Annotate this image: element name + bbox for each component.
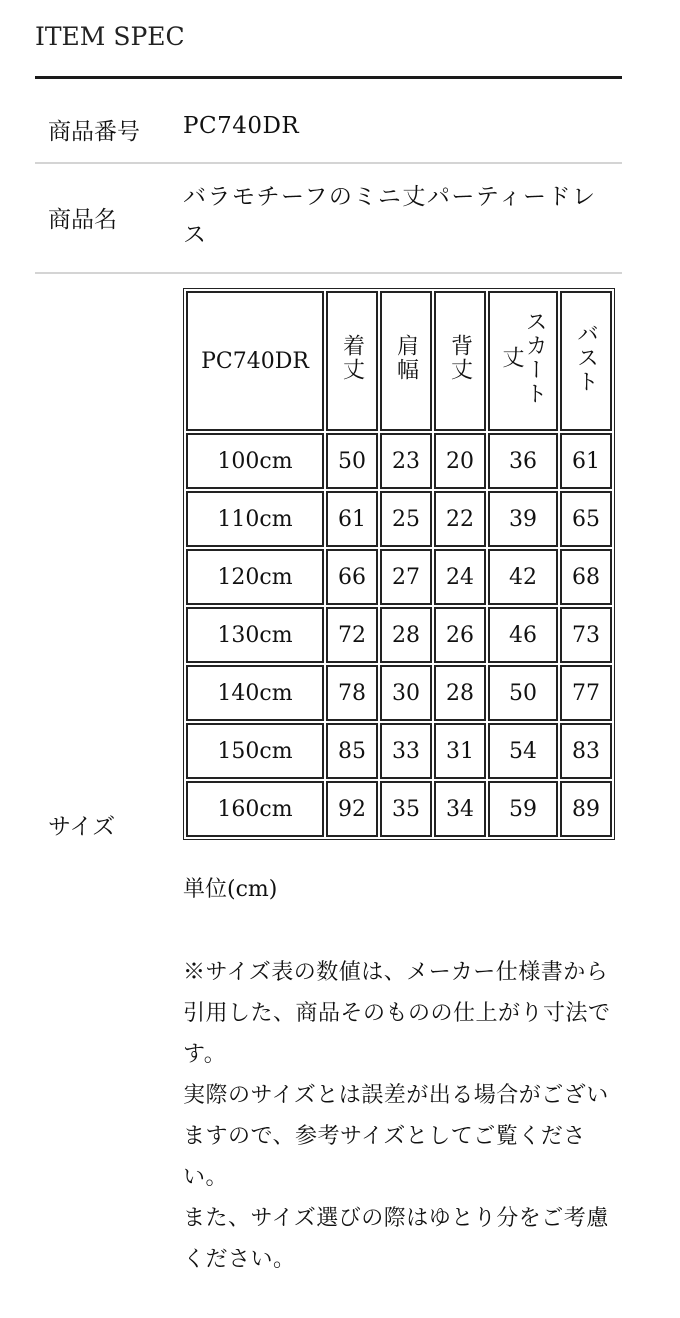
size-cell: 160cm: [186, 781, 324, 837]
shoulder-cell: 35: [380, 781, 432, 837]
header-length-text: 着丈: [339, 334, 365, 382]
skirt-length-cell: 36: [488, 433, 558, 489]
length-cell: 61: [326, 491, 378, 547]
shoulder-cell: 33: [380, 723, 432, 779]
size-cell: 130cm: [186, 607, 324, 663]
note-paragraph: ※サイズ表の数値は、メーカー仕様書から引用した、商品そのものの仕上がり寸法です。: [183, 960, 611, 1067]
back-length-cell: 28: [434, 665, 486, 721]
size-table-header-length: [326, 291, 378, 431]
shoulder-cell: 25: [380, 491, 432, 547]
bust-cell: 89: [560, 781, 612, 837]
bust-cell: 65: [560, 491, 612, 547]
bust-cell: 68: [560, 549, 612, 605]
size-notes: [183, 952, 623, 1280]
header-back-length-text: 背丈: [447, 334, 473, 382]
header-skirt-length-text: スカート丈: [499, 310, 548, 406]
size-table-header-model: PC740DR: [186, 291, 324, 431]
product-name-value: バラモチーフのミニ丈パーティードレス: [183, 184, 597, 248]
bust-cell: 73: [560, 607, 612, 663]
bust-cell: 83: [560, 723, 612, 779]
size-table-header-back-length: [434, 291, 486, 431]
size-label: サイズ: [48, 814, 116, 840]
size-cell: 110cm: [186, 491, 324, 547]
skirt-length-cell: 54: [488, 723, 558, 779]
back-length-cell: 34: [434, 781, 486, 837]
table-row: [186, 433, 612, 489]
skirt-length-cell: 39: [488, 491, 558, 547]
table-row: [186, 491, 612, 547]
table-row: [186, 665, 612, 721]
skirt-length-cell: 46: [488, 607, 558, 663]
back-length-cell: 20: [434, 433, 486, 489]
table-row: [186, 549, 612, 605]
skirt-length-cell: 59: [488, 781, 558, 837]
length-cell: 85: [326, 723, 378, 779]
shoulder-cell: 30: [380, 665, 432, 721]
unit-note: 単位(cm): [183, 877, 278, 902]
title-divider: [35, 76, 622, 79]
size-cell: 100cm: [186, 433, 324, 489]
header-shoulder-text: 肩幅: [393, 334, 419, 382]
length-cell: 50: [326, 433, 378, 489]
table-row: [186, 723, 612, 779]
row-divider: [35, 272, 622, 274]
size-cell: 150cm: [186, 723, 324, 779]
size-table-header-shoulder: [380, 291, 432, 431]
size-table-header-bust: [560, 291, 612, 431]
size-table-header-row: [186, 291, 612, 431]
table-row: [186, 607, 612, 663]
size-table-header-skirt-length: [488, 291, 558, 431]
length-cell: 78: [326, 665, 378, 721]
size-cell: 140cm: [186, 665, 324, 721]
length-cell: 72: [326, 607, 378, 663]
header-bust-text: バスト: [573, 322, 599, 394]
product-number-value: PC740DR: [183, 113, 300, 139]
back-length-cell: 26: [434, 607, 486, 663]
bust-cell: 61: [560, 433, 612, 489]
size-cell: 120cm: [186, 549, 324, 605]
product-number-label: 商品番号: [48, 119, 140, 145]
shoulder-cell: 23: [380, 433, 432, 489]
length-cell: 92: [326, 781, 378, 837]
shoulder-cell: 27: [380, 549, 432, 605]
skirt-length-cell: 42: [488, 549, 558, 605]
row-divider: [35, 162, 622, 164]
section-title: ITEM SPEC: [35, 22, 185, 51]
note-paragraph: また、サイズ選びの際はゆとり分をご考慮ください。: [183, 1206, 609, 1272]
table-row: [186, 781, 612, 837]
length-cell: 66: [326, 549, 378, 605]
size-table: [183, 288, 615, 840]
bust-cell: 77: [560, 665, 612, 721]
shoulder-cell: 28: [380, 607, 432, 663]
skirt-length-cell: 50: [488, 665, 558, 721]
back-length-cell: 24: [434, 549, 486, 605]
back-length-cell: 31: [434, 723, 486, 779]
note-paragraph: 実際のサイズとは誤差が出る場合がございますので、参考サイズとしてご覧ください。: [183, 1083, 609, 1190]
back-length-cell: 22: [434, 491, 486, 547]
product-name-label: 商品名: [48, 207, 117, 233]
